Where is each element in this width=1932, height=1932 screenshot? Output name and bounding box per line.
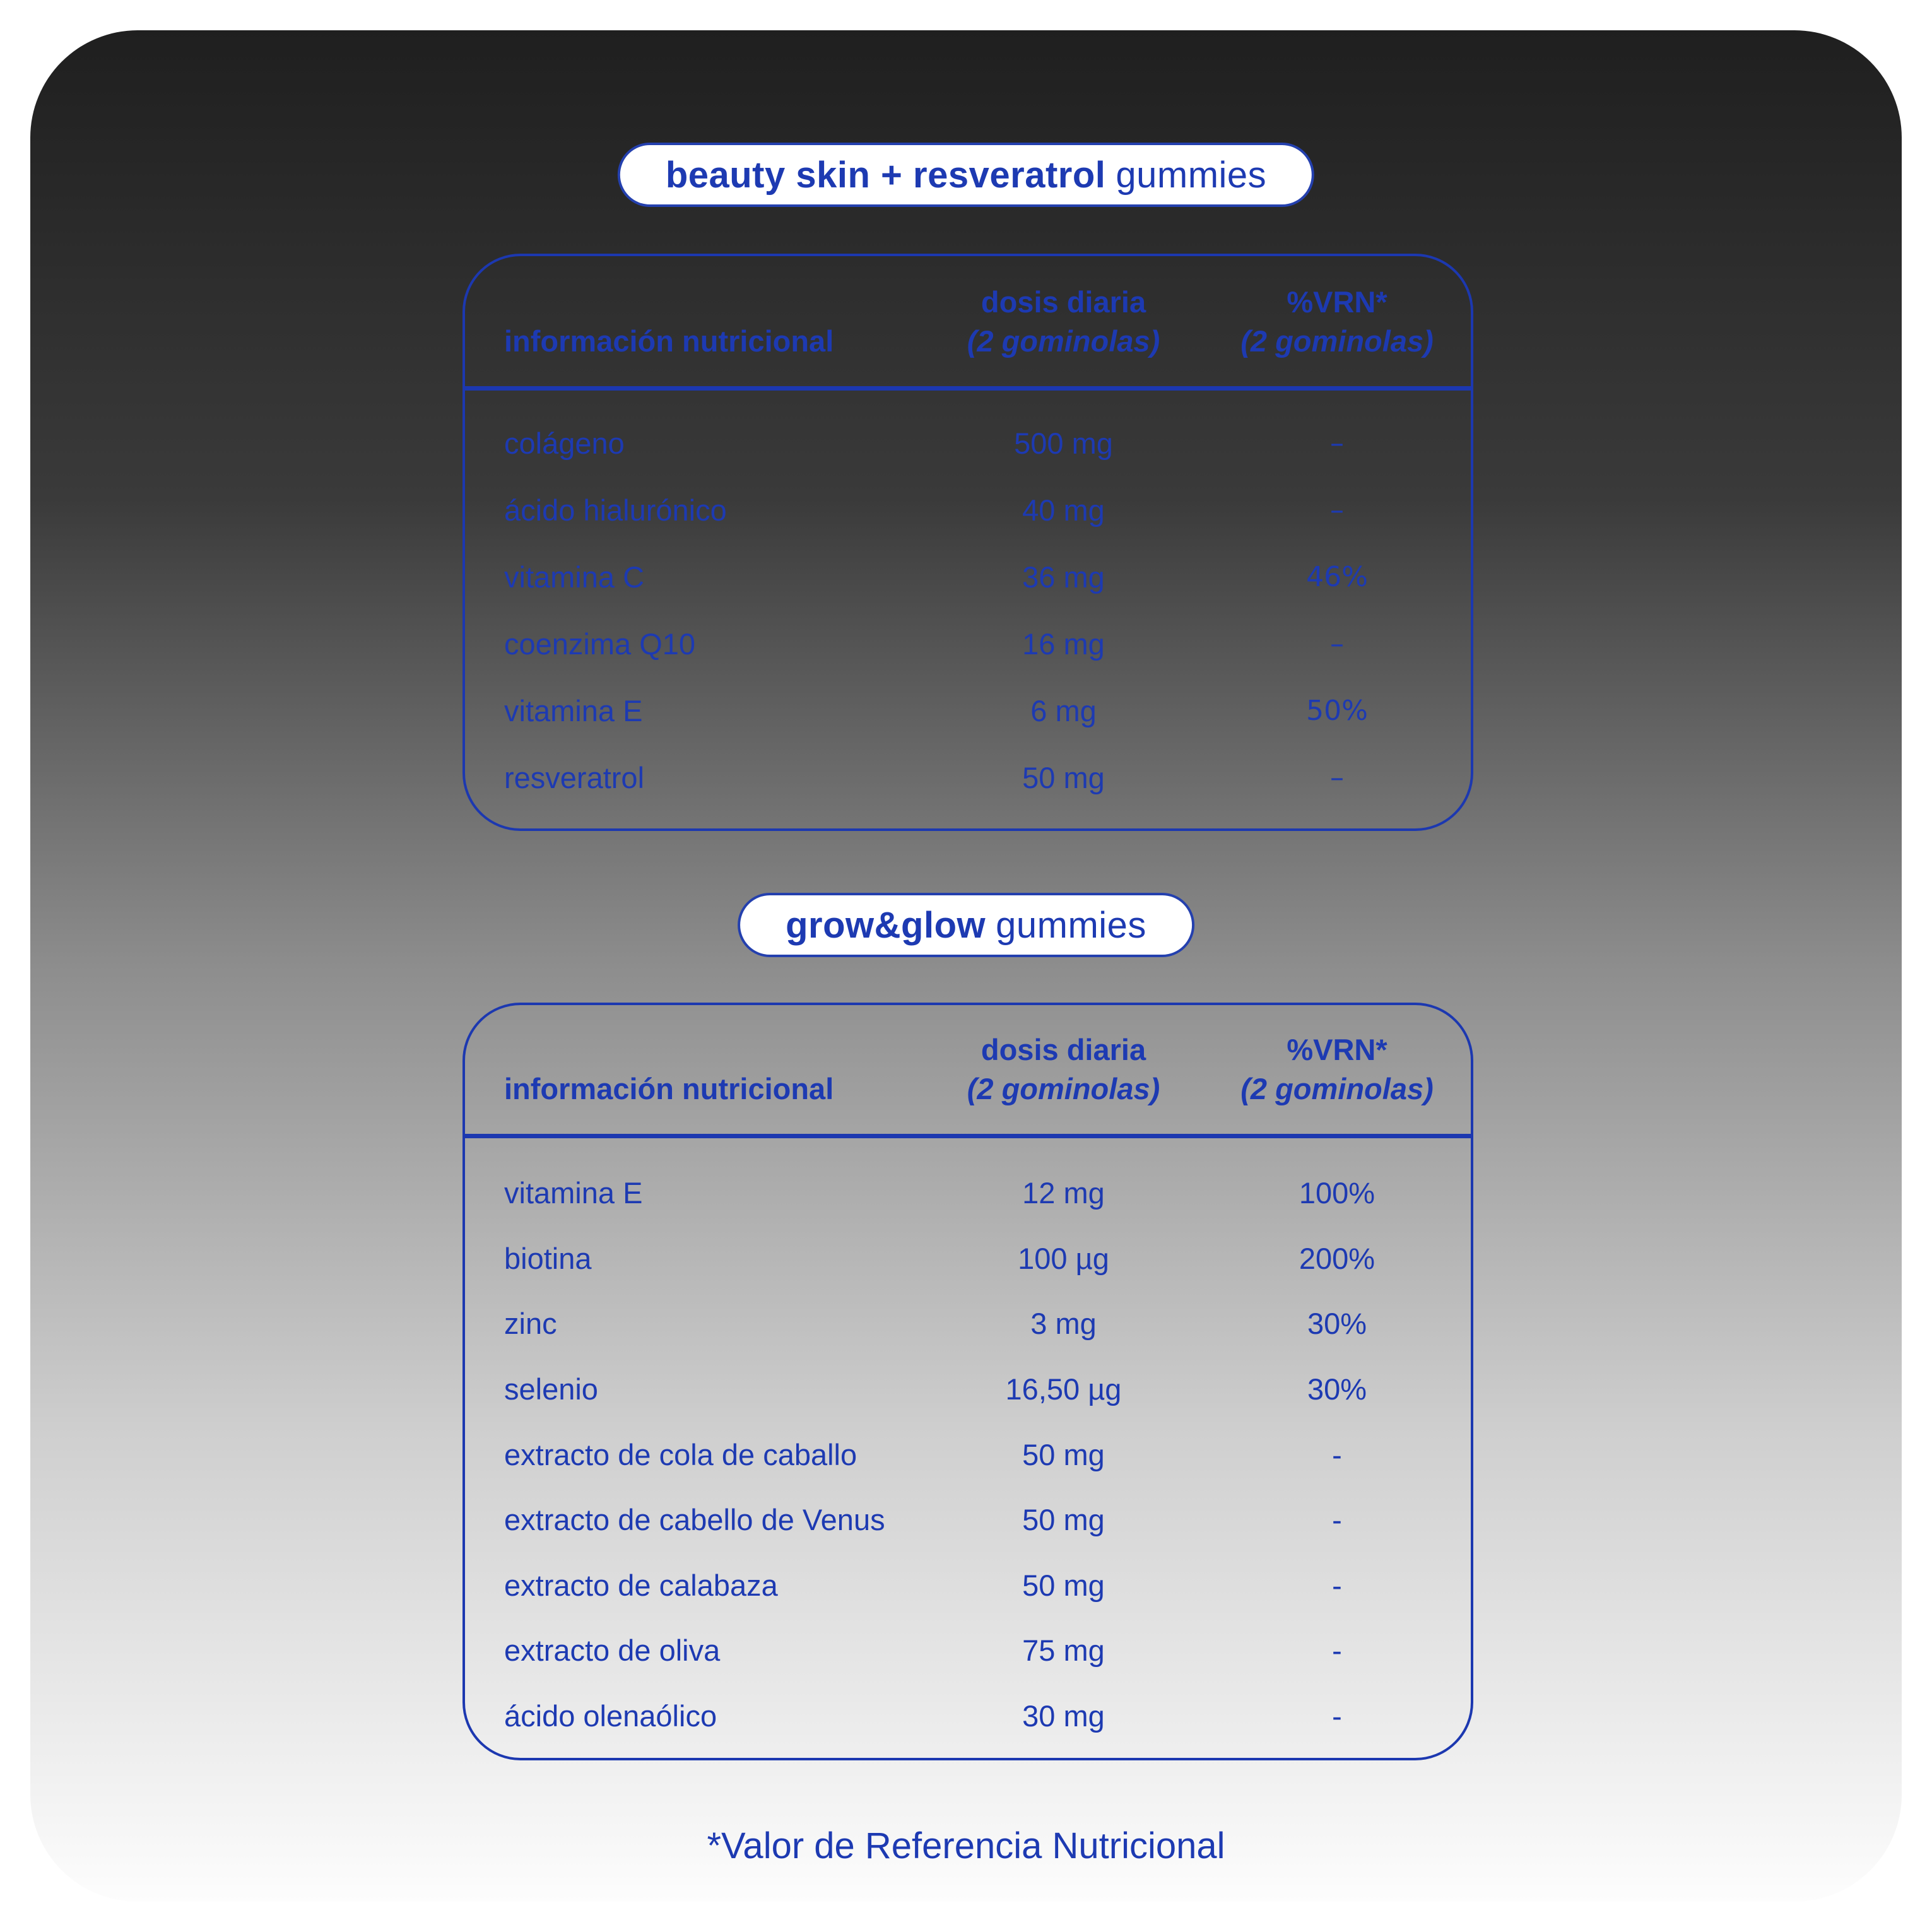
ingredient-name: ácido olenaólico — [504, 1699, 717, 1733]
ingredient-name: extracto de cabello de Venus — [504, 1503, 885, 1537]
ingredient-vrn: - — [1332, 1503, 1342, 1537]
ingredient-name: vitamina E — [504, 1176, 643, 1210]
table-row — [465, 1618, 1471, 1683]
ingredient-dose: 500 mg — [1014, 426, 1113, 460]
ingredient-vrn: – — [1330, 627, 1344, 660]
vrn-footnote: *Valor de Referencia Nutricional — [707, 1825, 1225, 1866]
badge-bold-text: grow&glow — [786, 904, 986, 946]
ingredient-vrn: - — [1332, 1699, 1342, 1733]
header-dosis-diaria: dosis diaria (2 gominolas) — [967, 1033, 1160, 1105]
ingredient-name: extracto de oliva — [504, 1634, 721, 1668]
ingredient-dose: 36 mg — [1022, 560, 1105, 594]
nutrition-table-beauty-skin — [462, 254, 1473, 831]
ingredient-vrn: 30% — [1307, 1307, 1367, 1341]
table-body — [465, 1138, 1471, 1758]
ingredient-vrn: 50% — [1306, 694, 1368, 727]
ingredient-vrn: - — [1332, 1568, 1342, 1602]
ingredient-dose: 50 mg — [1022, 760, 1105, 794]
ingredient-vrn: - — [1332, 1437, 1342, 1471]
ingredient-name: vitamina E — [504, 693, 643, 727]
table-row — [465, 476, 1471, 543]
gradient-card — [30, 30, 1902, 1902]
ingredient-vrn: 46% — [1306, 560, 1368, 593]
ingredient-dose: 30 mg — [1022, 1699, 1105, 1733]
ingredient-dose: 3 mg — [1030, 1307, 1097, 1341]
header-vrn: %VRN* (2 gominolas) — [1240, 285, 1434, 358]
ingredient-dose: 75 mg — [1022, 1634, 1105, 1668]
table-row — [465, 677, 1471, 744]
ingredient-vrn: 100% — [1299, 1176, 1375, 1210]
table-row — [465, 1683, 1471, 1749]
table-body — [465, 391, 1471, 828]
table-row — [465, 1291, 1471, 1357]
table-row — [465, 1357, 1471, 1422]
ingredient-dose: 50 mg — [1022, 1503, 1105, 1537]
header-info-nutricional: información nutricional — [504, 324, 834, 358]
ingredient-dose: 100 µg — [1018, 1241, 1109, 1275]
ingredient-name: extracto de cola de caballo — [504, 1437, 857, 1471]
badge-regular-text: gummies — [1116, 154, 1267, 196]
ingredient-name: colágeno — [504, 426, 625, 460]
table-row — [465, 1160, 1471, 1226]
nutrition-table-grow-glow — [462, 1003, 1473, 1760]
table-row — [465, 1552, 1471, 1618]
ingredient-name: ácido hialurónico — [504, 493, 727, 527]
ingredient-dose: 12 mg — [1022, 1176, 1105, 1210]
product-badge-beauty-skin — [618, 143, 1314, 207]
ingredient-vrn: 200% — [1299, 1241, 1375, 1275]
header-dosis-diaria: dosis diaria (2 gominolas) — [967, 285, 1160, 358]
table-row — [465, 1487, 1471, 1553]
ingredient-dose: 16 mg — [1022, 627, 1105, 661]
table-row — [465, 1226, 1471, 1292]
ingredient-vrn: 30% — [1307, 1372, 1367, 1406]
table-row — [465, 409, 1471, 476]
ingredient-name: selenio — [504, 1372, 598, 1406]
product-badge-grow-glow — [738, 893, 1194, 957]
ingredient-dose: 40 mg — [1022, 493, 1105, 527]
ingredient-name: extracto de calabaza — [504, 1568, 778, 1602]
badge-bold-text: beauty skin + resveratrol — [665, 154, 1106, 196]
table-header — [465, 1005, 1471, 1138]
ingredient-vrn: – — [1330, 427, 1344, 459]
ingredient-dose: 50 mg — [1022, 1437, 1105, 1471]
ingredient-name: resveratrol — [504, 760, 645, 794]
table-header — [465, 256, 1471, 391]
table-row — [465, 543, 1471, 610]
ingredient-vrn: – — [1330, 761, 1344, 794]
ingredient-vrn: - — [1332, 1634, 1342, 1668]
table-row — [465, 1422, 1471, 1487]
ingredient-name: vitamina C — [504, 560, 645, 594]
badge-regular-text: gummies — [996, 904, 1146, 946]
table-row — [465, 610, 1471, 677]
header-info-nutricional: información nutricional — [504, 1072, 834, 1105]
ingredient-name: zinc — [504, 1307, 557, 1341]
ingredient-dose: 16,50 µg — [1005, 1372, 1122, 1406]
header-vrn: %VRN* (2 gominolas) — [1240, 1033, 1434, 1105]
ingredient-name: coenzima Q10 — [504, 627, 696, 661]
table-row — [465, 744, 1471, 811]
ingredient-dose: 6 mg — [1030, 693, 1097, 727]
ingredient-vrn: – — [1330, 493, 1344, 526]
ingredient-dose: 50 mg — [1022, 1568, 1105, 1602]
ingredient-name: biotina — [504, 1241, 592, 1275]
